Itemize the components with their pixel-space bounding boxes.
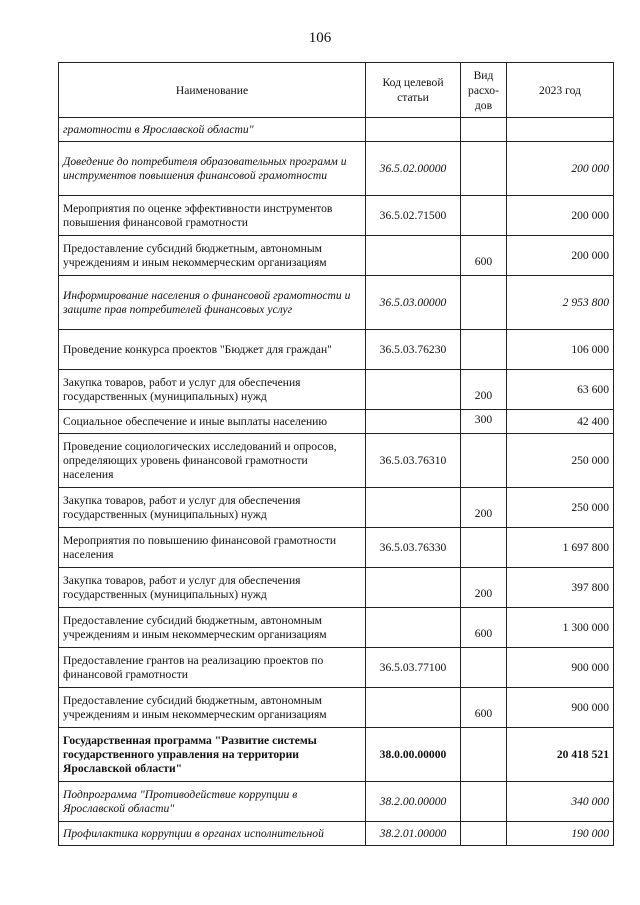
cell-sum: 397 800	[507, 568, 614, 608]
cell-code	[366, 608, 461, 648]
cell-name: Закупка товаров, работ и услуг для обеспечения государственных (муниципальных) нужд	[59, 488, 366, 528]
table-body	[59, 118, 614, 846]
cell-sum: 200 000	[507, 236, 614, 276]
cell-kind	[461, 118, 507, 142]
cell-code	[366, 236, 461, 276]
cell-code: 36.5.03.00000	[366, 276, 461, 330]
cell-kind	[461, 434, 507, 488]
table-row	[59, 648, 614, 688]
table-row	[59, 608, 614, 648]
cell-name: Доведение до потребителя образовательных программ и инструментов повышения финансовой грамотности	[59, 142, 366, 196]
table-row	[59, 236, 614, 276]
table-header-row	[59, 63, 614, 118]
cell-code: 38.0.00.00000	[366, 728, 461, 782]
cell-name: Предоставление субсидий бюджетным, автономным учреждениям и иным некоммерческим организациям	[59, 236, 366, 276]
budget-table	[58, 62, 614, 846]
cell-code	[366, 488, 461, 528]
cell-name: Проведение конкурса проектов "Бюджет для граждан"	[59, 330, 366, 370]
cell-code	[366, 688, 461, 728]
table-row	[59, 488, 614, 528]
header-kind: Вид расхо-дов	[461, 63, 507, 118]
cell-sum: 190 000	[507, 822, 614, 846]
cell-kind	[461, 142, 507, 196]
cell-sum: 200 000	[507, 142, 614, 196]
cell-name: Социальное обеспечение и иные выплаты населению	[59, 410, 366, 434]
cell-kind	[461, 822, 507, 846]
cell-code	[366, 118, 461, 142]
page-number: 106	[308, 30, 332, 46]
cell-name: Государственная программа "Развитие системы государственного управления на территории Ярославской области"	[59, 728, 366, 782]
table-row	[59, 410, 614, 434]
cell-sum: 340 000	[507, 782, 614, 822]
cell-kind	[461, 196, 507, 236]
cell-name: Предоставление грантов на реализацию проектов по финансовой грамотности	[59, 648, 366, 688]
cell-sum: 42 400	[507, 410, 614, 434]
cell-kind	[461, 528, 507, 568]
cell-kind: 200	[461, 488, 507, 528]
cell-code: 36.5.03.77100	[366, 648, 461, 688]
cell-kind: 300	[461, 410, 507, 434]
cell-name: Подпрограмма "Противодействие коррупции в Ярославской области"	[59, 782, 366, 822]
cell-name: Закупка товаров, работ и услуг для обеспечения государственных (муниципальных) нужд	[59, 370, 366, 410]
cell-code: 38.2.00.00000	[366, 782, 461, 822]
table-row	[59, 142, 614, 196]
cell-sum: 900 000	[507, 688, 614, 728]
cell-sum: 200 000	[507, 196, 614, 236]
cell-sum: 20 418 521	[507, 728, 614, 782]
cell-kind: 600	[461, 236, 507, 276]
cell-code	[366, 410, 461, 434]
header-year: 2023 год	[507, 63, 614, 118]
cell-sum: 250 000	[507, 488, 614, 528]
cell-name: Мероприятия по оценке эффективности инструментов повышения финансовой грамотности	[59, 196, 366, 236]
table-row	[59, 118, 614, 142]
cell-kind: 200	[461, 568, 507, 608]
cell-name: Предоставление субсидий бюджетным, автономным учреждениям и иным некоммерческим организациям	[59, 688, 366, 728]
table-row	[59, 528, 614, 568]
cell-sum: 1 697 800	[507, 528, 614, 568]
cell-name: Закупка товаров, работ и услуг для обеспечения государственных (муниципальных) нужд	[59, 568, 366, 608]
cell-sum: 106 000	[507, 330, 614, 370]
cell-code	[366, 568, 461, 608]
cell-name: Проведение социологических исследований и опросов, определяющих уровень финансовой грамотности населения	[59, 434, 366, 488]
cell-kind	[461, 648, 507, 688]
table-row	[59, 728, 614, 782]
cell-sum: 250 000	[507, 434, 614, 488]
cell-sum	[507, 118, 614, 142]
cell-kind: 200	[461, 370, 507, 410]
cell-code: 36.5.03.76330	[366, 528, 461, 568]
cell-name: Предоставление субсидий бюджетным, автономным учреждениям и иным некоммерческим организациям	[59, 608, 366, 648]
cell-sum: 900 000	[507, 648, 614, 688]
cell-code: 36.5.02.71500	[366, 196, 461, 236]
header-code: Код целевой статьи	[366, 63, 461, 118]
cell-code: 36.5.02.00000	[366, 142, 461, 196]
table-row	[59, 276, 614, 330]
cell-code: 36.5.03.76230	[366, 330, 461, 370]
cell-sum: 1 300 000	[507, 608, 614, 648]
cell-kind	[461, 782, 507, 822]
table-row	[59, 196, 614, 236]
header-name: Наименование	[59, 63, 366, 118]
table-row	[59, 434, 614, 488]
cell-kind	[461, 330, 507, 370]
cell-kind: 600	[461, 688, 507, 728]
cell-code: 36.5.03.76310	[366, 434, 461, 488]
cell-kind	[461, 276, 507, 330]
table-row	[59, 330, 614, 370]
table-row	[59, 782, 614, 822]
cell-name: Профилактика коррупции в органах исполнительной	[59, 822, 366, 846]
table-row	[59, 370, 614, 410]
table-row	[59, 688, 614, 728]
cell-code: 38.2.01.00000	[366, 822, 461, 846]
cell-kind: 600	[461, 608, 507, 648]
cell-name: грамотности в Ярославской области"	[59, 118, 366, 142]
cell-sum: 63 600	[507, 370, 614, 410]
cell-name: Мероприятия по повышению финансовой грамотности населения	[59, 528, 366, 568]
table-row	[59, 568, 614, 608]
cell-sum: 2 953 800	[507, 276, 614, 330]
cell-code	[366, 370, 461, 410]
cell-name: Информирование населения о финансовой грамотности и защите прав потребителей финансовых услуг	[59, 276, 366, 330]
table-row	[59, 822, 614, 846]
cell-kind	[461, 728, 507, 782]
